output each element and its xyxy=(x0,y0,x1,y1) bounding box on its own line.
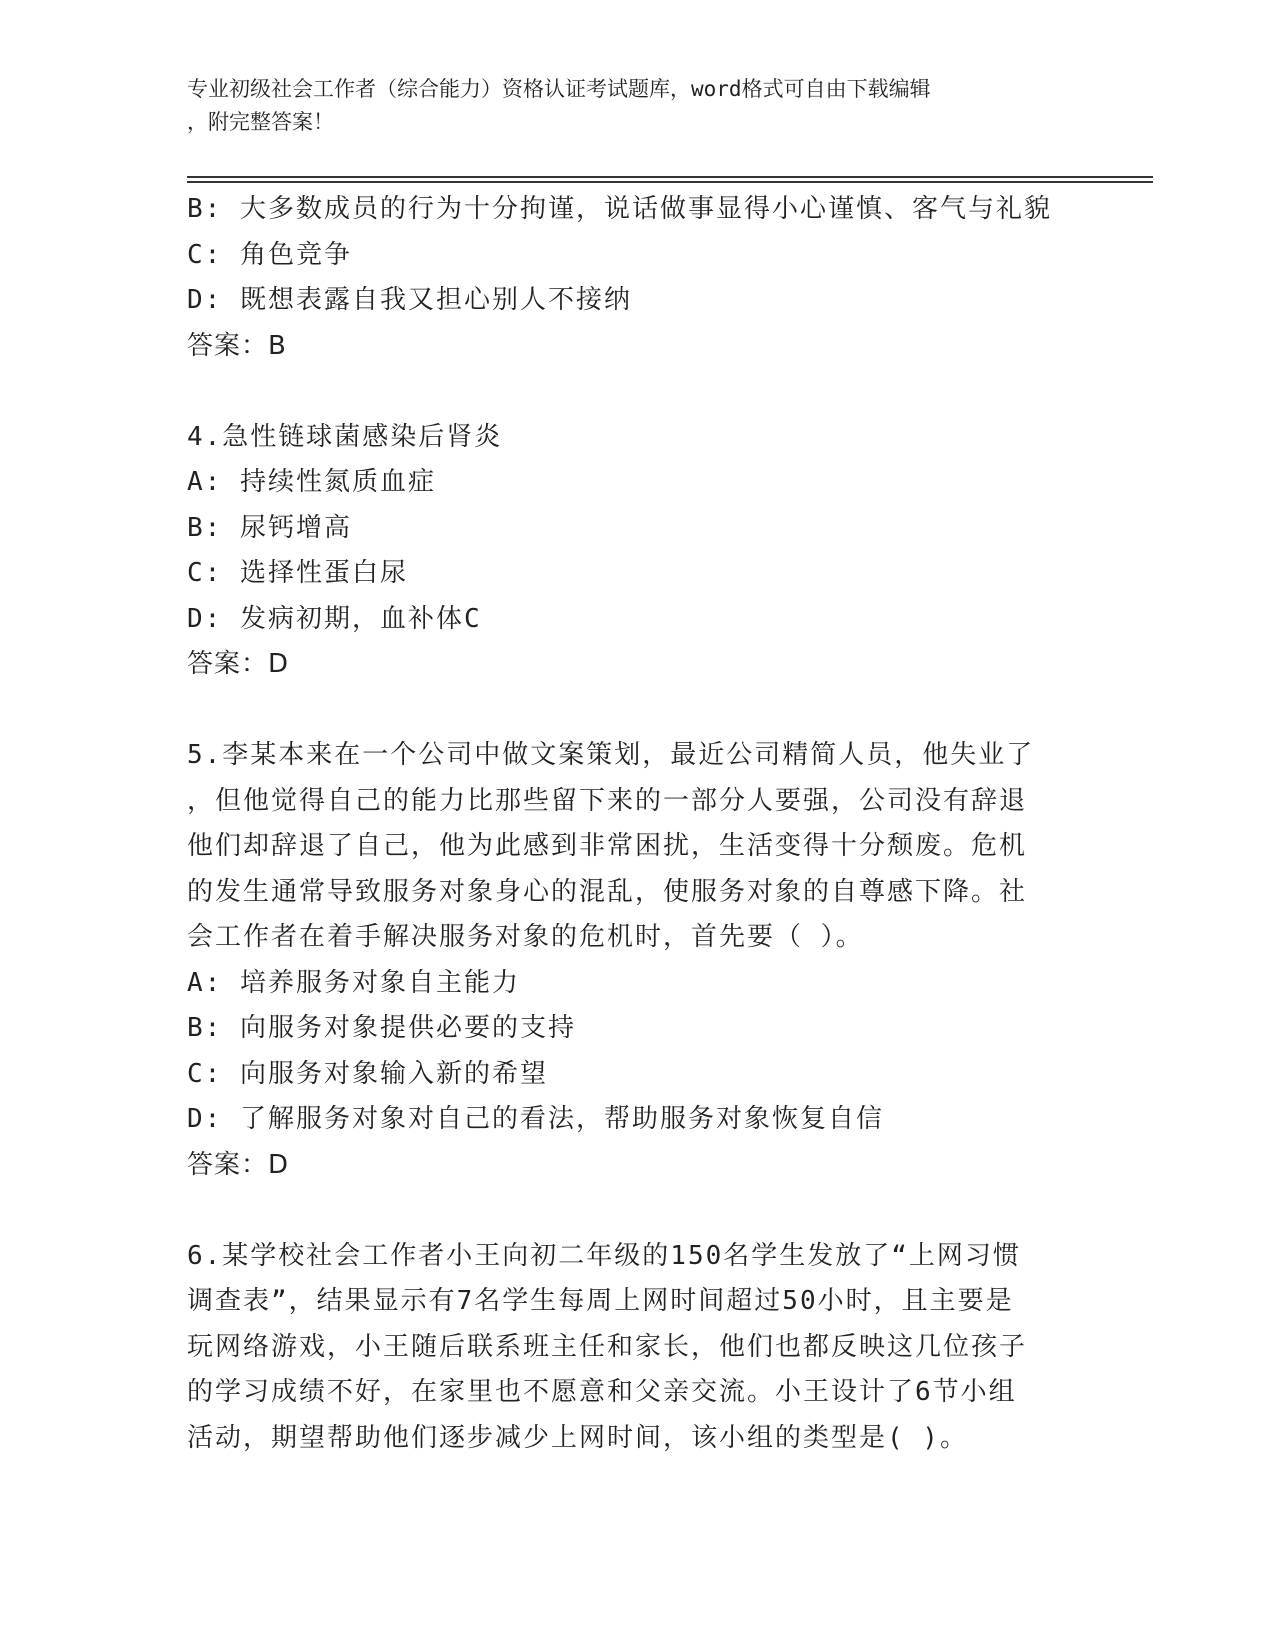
q6-stem-line: 6.某学校社会工作者小王向初二年级的150名学生发放了“上网习惯 xyxy=(187,1240,1021,1271)
q5-stem-line: 会工作者在着手解决服务对象的危机时，首先要（ ）。 xyxy=(187,922,864,952)
q6-stem-line: 的学习成绩不好，在家里也不愿意和父亲交流。小王设计了6节小组 xyxy=(187,1377,1017,1407)
q4-option-c: C: 选择性蛋白尿 xyxy=(187,558,408,588)
question-content xyxy=(187,187,1147,1461)
q6-stem-line: 活动，期望帮助他们逐步减少上网时间，该小组的类型是( )。 xyxy=(187,1422,968,1453)
header-title-line-2: ，附完整答案！ xyxy=(187,110,334,134)
q4-answer: 答案：D xyxy=(187,649,290,679)
question-4 xyxy=(187,415,1147,688)
q4-option-a: A: 持续性氮质血症 xyxy=(187,467,436,497)
q3-answer: 答案：B xyxy=(187,330,287,361)
q5-answer: 答案：D xyxy=(187,1149,290,1180)
question-5 xyxy=(187,733,1147,1188)
q6-stem-line: 玩网络游戏，小王随后联系班主任和家长，他们也都反映这几位孩子 xyxy=(187,1331,1028,1362)
q3-option-d: D: 既想表露自我又担心别人不接纳 xyxy=(187,285,632,315)
question-3-continued xyxy=(187,187,1147,369)
page-header xyxy=(187,73,1087,139)
spacer xyxy=(187,688,1147,734)
header-divider-bottom xyxy=(187,181,1153,183)
q5-option-a: A: 培养服务对象自主能力 xyxy=(187,967,520,998)
question-6 xyxy=(187,1234,1147,1462)
q4-option-b: B: 尿钙增高 xyxy=(187,512,352,543)
q6-stem-line: 调查表”，结果显示有7名学生每周上网时间超过50小时，且主要是 xyxy=(187,1286,1014,1316)
q5-option-c: C: 向服务对象输入新的希望 xyxy=(187,1058,548,1089)
q5-stem-line: 的发生通常导致服务对象身心的混乱，使服务对象的自尊感下降。社 xyxy=(187,876,1028,907)
q5-option-b: B: 向服务对象提供必要的支持 xyxy=(187,1013,576,1043)
q3-option-c: C: 角色竞争 xyxy=(187,239,352,270)
spacer xyxy=(187,1188,1147,1234)
q5-option-d: D: 了解服务对象对自己的看法，帮助服务对象恢复自信 xyxy=(187,1104,884,1134)
q5-stem-line: ，但他觉得自己的能力比那些留下来的一部分人要强，公司没有辞退 xyxy=(187,785,1028,816)
q4-option-d: D: 发病初期，血补体C xyxy=(187,603,482,634)
header-divider-top xyxy=(187,176,1153,178)
q5-stem-line: 5.李某本来在一个公司中做文案策划，最近公司精简人员，他失业了 xyxy=(187,740,1035,770)
q4-stem: 4.急性链球菌感染后肾炎 xyxy=(187,421,503,452)
spacer xyxy=(187,369,1147,415)
header-title-line-1: 专业初级社会工作者（综合能力）资格认证考试题库，word格式可自由下载编辑 xyxy=(187,77,931,101)
q3-option-b: B: 大多数成员的行为十分拘谨，说话做事显得小心谨慎、客气与礼貌 xyxy=(187,194,1052,224)
q5-stem-line: 他们却辞退了自己，他为此感到非常困扰，生活变得十分颓废。危机 xyxy=(187,831,1028,861)
